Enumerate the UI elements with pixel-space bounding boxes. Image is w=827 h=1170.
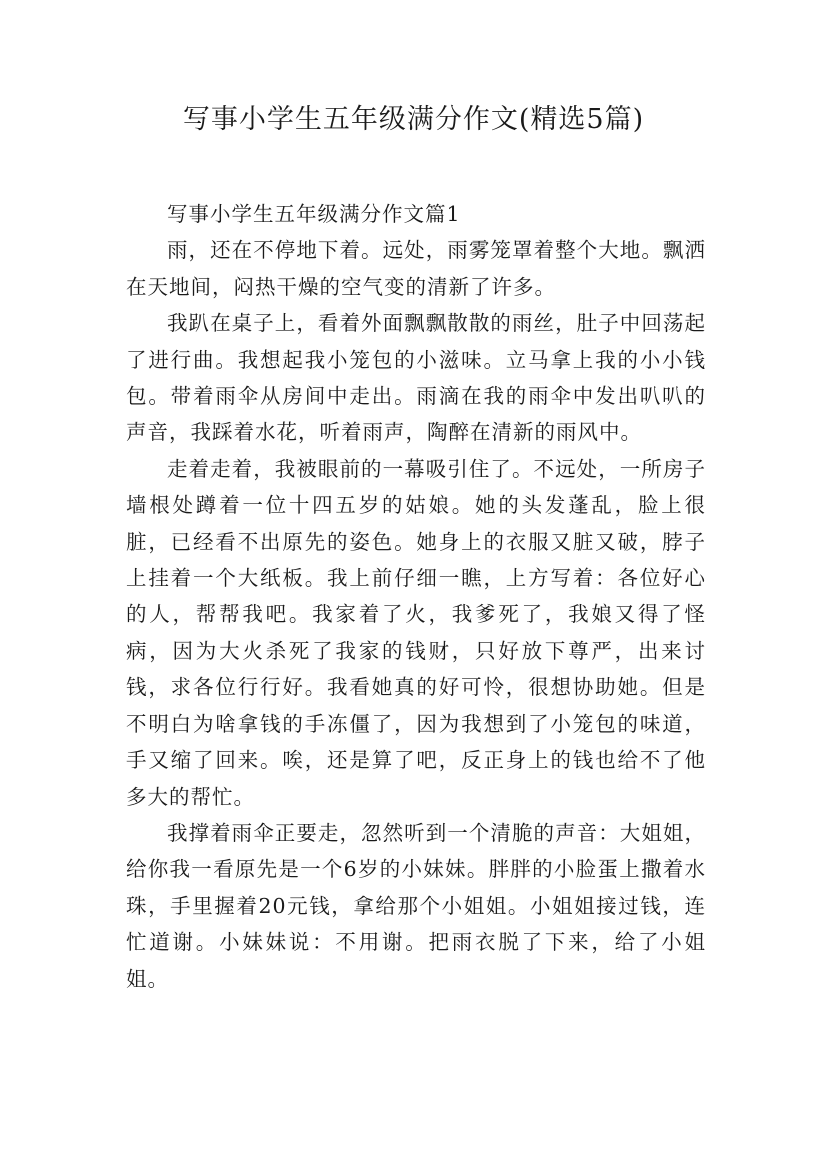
paragraph-4: 我撑着雨伞正要走，忽然听到一个清脆的声音：大姐姐，给你我一看原先是一个6岁的小妹妹。胖胖的小脸蛋上撒着水珠，手里握着20元钱，拿给那个小姐姐。小姐姐接过钱，连忙道谢。小妹妹说：不用谢。把雨衣脱了下来，给了小姐姐。 — [126, 820, 706, 991]
paragraph-1: 雨，还在不停地下着。远处，雨雾笼罩着整个大地。飘洒在天地间，闷热干燥的空气变的清新了许多。 — [126, 238, 706, 299]
document-body — [126, 196, 706, 997]
paragraph-3: 走着走着，我被眼前的一幕吸引住了。不远处，一所房子墙根处蹲着一位十四五岁的姑娘。她的头发蓬乱，脸上很脏，已经看不出原先的姿色。她身上的衣服又脏又破，脖子上挂着一个大纸板。我上前仔细一瞧，上方写着：各位好心的人，帮帮我吧。我家着了火，我爹死了，我娘又得了怪病，因为大火杀死了我家的钱财，只好放下尊严，出来讨钱，求各位行行好。我看她真的好可怜，很想协助她。但是不明白为啥拿钱的手冻僵了，因为我想到了小笼包的味道，手又缩了回来。唉，还是算了吧，反正身上的钱也给不了他多大的帮忙。 — [126, 456, 706, 809]
document-title: 写事小学生五年级满分作文(精选5篇) — [182, 104, 645, 135]
section-heading: 写事小学生五年级满分作文篇1 — [167, 202, 461, 226]
paragraph-2: 我趴在桌子上，看着外面飘飘散散的雨丝，肚子中回荡起了进行曲。我想起我小笼包的小滋味。立马拿上我的小小钱包。带着雨伞从房间中走出。雨滴在我的雨伞中发出叭叭的声音，我踩着水花，听着雨声，陶醉在清新的雨风中。 — [126, 311, 706, 445]
